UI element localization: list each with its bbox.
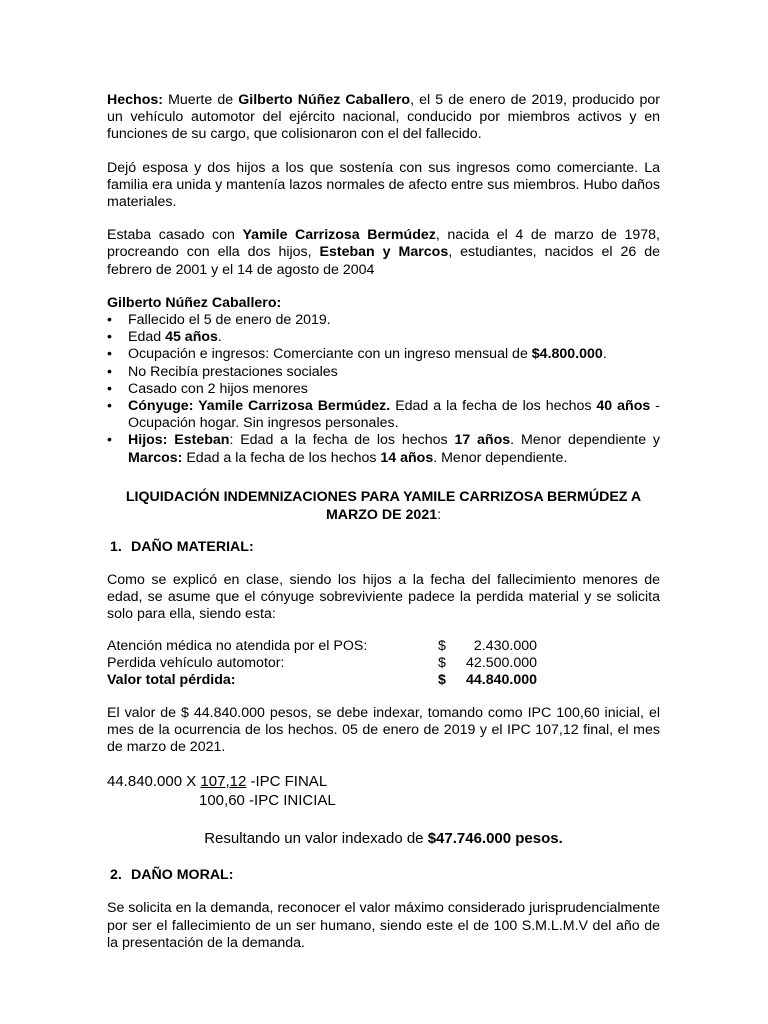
table-row [107, 655, 537, 672]
list-item-benefits: • No Recibía prestaciones sociales [107, 364, 660, 381]
marriage-text-2: , nacida el 4 de marzo de 1978, procreando con ella dos hijos, [107, 227, 661, 261]
age-end: . [217, 329, 222, 346]
table-row-total [107, 672, 537, 689]
formula-line-1 [107, 772, 660, 791]
list-item-spouse [107, 398, 660, 432]
cost-currency: $ [438, 654, 446, 671]
settlement-title-line-1: LIQUIDACIÓN INDEMNIZACIONES PARA YAMILE CARRIZOSA BERMÚDEZ A [125, 488, 642, 505]
children-text-2: . Menor dependiente y [510, 432, 661, 449]
indexation-formula [107, 772, 660, 810]
facts-label: Hechos: [107, 92, 163, 108]
section-2-title: DAÑO MORAL: [131, 867, 234, 884]
total-label: Valor total pérdida: [107, 671, 236, 688]
age-value: 45 años [165, 329, 218, 346]
deceased-name: Gilberto Núñez Caballero [238, 92, 411, 108]
table-row [107, 638, 537, 655]
cost-currency: $ [438, 637, 446, 654]
material-damage-table [107, 638, 537, 689]
list-item-age [107, 329, 660, 346]
indexed-result [107, 829, 660, 848]
income-value: $4.800.000 [531, 346, 603, 363]
children-text-3: Edad a la fecha de los hechos [182, 449, 381, 466]
profile-heading [107, 295, 660, 312]
section-2-number: 2. [110, 867, 122, 884]
total-amount: 44.840.000 [465, 671, 537, 688]
marcos-age: 14 años [380, 449, 434, 466]
cost-label: Atención médica no atendida por el POS: [107, 637, 368, 654]
section-1-heading [107, 539, 660, 556]
settlement-title [107, 488, 660, 524]
settlement-title-line-2 [107, 506, 660, 524]
age-label: Edad [128, 329, 166, 346]
facts-text-1: Muerte de [162, 92, 239, 108]
children-names: Esteban y Marcos [319, 244, 449, 261]
settlement-title-colon: : [437, 506, 442, 523]
facts-paragraph [107, 92, 660, 144]
marriage-paragraph [107, 227, 660, 279]
settlement-title-date: MARZO DE 2021 [325, 506, 438, 523]
children-text-1: : Edad a la fecha de los hechos [229, 432, 455, 449]
list-item-married: • Casado con 2 hijos menores [107, 381, 660, 398]
result-text: Resultando un valor indexado de [204, 830, 428, 848]
moral-damage-paragraph: Se solicita en la demanda, reconocer el valor máximo considerado jurisprudencialmente por ser el fallecimiento de un ser humano, siendo este el de 100 S.M.L.M.V del año de la presentación de la demanda. [107, 900, 660, 951]
spouse-name: Yamile Carrizosa Bermúdez [242, 227, 436, 244]
material-damage-intro: Como se explicó en clase, siendo los hijos a la fecha del fallecimiento menores de edad, se asume que el cónyuge sobreviviente padece la perdida material y se solicita solo para ella, siendo esta: [107, 572, 660, 623]
formula-base: 44.840.000 X [107, 773, 201, 791]
section-1-title: DAÑO MATERIAL: [131, 538, 254, 555]
children-text-4: . Menor dependiente. [433, 449, 568, 466]
marriage-text-3: , estudiantes, nacidos el 26 de febrero de 2001 y el 14 de agosto de 2004 [107, 244, 660, 278]
section-2-heading [107, 867, 660, 884]
facts-text-2: , el 5 de enero de 2019, producido por un vehículo automotor del ejército nacional, conducido por miembros activos y en funciones de su cargo, que colisionaron con el del fallecido. [107, 92, 660, 143]
formula-final-label: -IPC FINAL [246, 773, 328, 791]
list-item-income [107, 346, 660, 363]
profile-heading-text: Gilberto Núñez Caballero: [107, 294, 282, 311]
esteban-age: 17 años [454, 432, 511, 449]
formula-final-ipc: 107,12 [200, 773, 247, 791]
spouse-text: Edad a la fecha de los hechos [390, 398, 597, 415]
total-currency: $ [438, 671, 446, 688]
spouse-label: Cónyuge: Yamile Carrizosa Bermúdez. [128, 398, 391, 415]
cost-label: Perdida vehículo automotor: [107, 654, 285, 671]
indexation-paragraph: El valor de $ 44.840.000 pesos, se debe indexar, tomando como IPC 100,60 inicial, el mes de la ocurrencia de los hechos. 05 de enero de 2019 y el IPC 107,12 final, el mes de marzo de 2021. [107, 704, 660, 756]
income-end: . [602, 346, 607, 363]
document-page [107, 92, 660, 952]
marcos-label: Marcos: [128, 449, 183, 466]
spouse-end: - Ocupación hogar. Sin ingresos personales. [128, 398, 660, 432]
section-1-number: 1. [110, 538, 122, 555]
cost-amount: 2.430.000 [473, 637, 537, 654]
formula-initial-ipc: 100,60 -IPC INICIAL [199, 792, 336, 810]
spouse-age: 40 años [596, 398, 651, 415]
children-label: Hijos: Esteban [128, 432, 230, 449]
income-label: Ocupación e ingresos: Comerciante con un ingreso mensual de [128, 346, 532, 363]
list-item-death: • Fallecido el 5 de enero de 2019. [107, 312, 660, 329]
list-item-children [107, 432, 660, 466]
family-paragraph: Dejó esposa y dos hijos a los que sostenía con sus ingresos como comerciante. La familia era unida y mantenía lazos normales de afecto entre sus miembros. Hubo daños materiales. [107, 159, 660, 211]
marriage-text-1: Estaba casado con [107, 227, 243, 244]
cost-amount: 42.500.000 [465, 654, 537, 671]
profile-list [107, 312, 660, 467]
result-value: $47.746.000 pesos. [427, 830, 563, 848]
